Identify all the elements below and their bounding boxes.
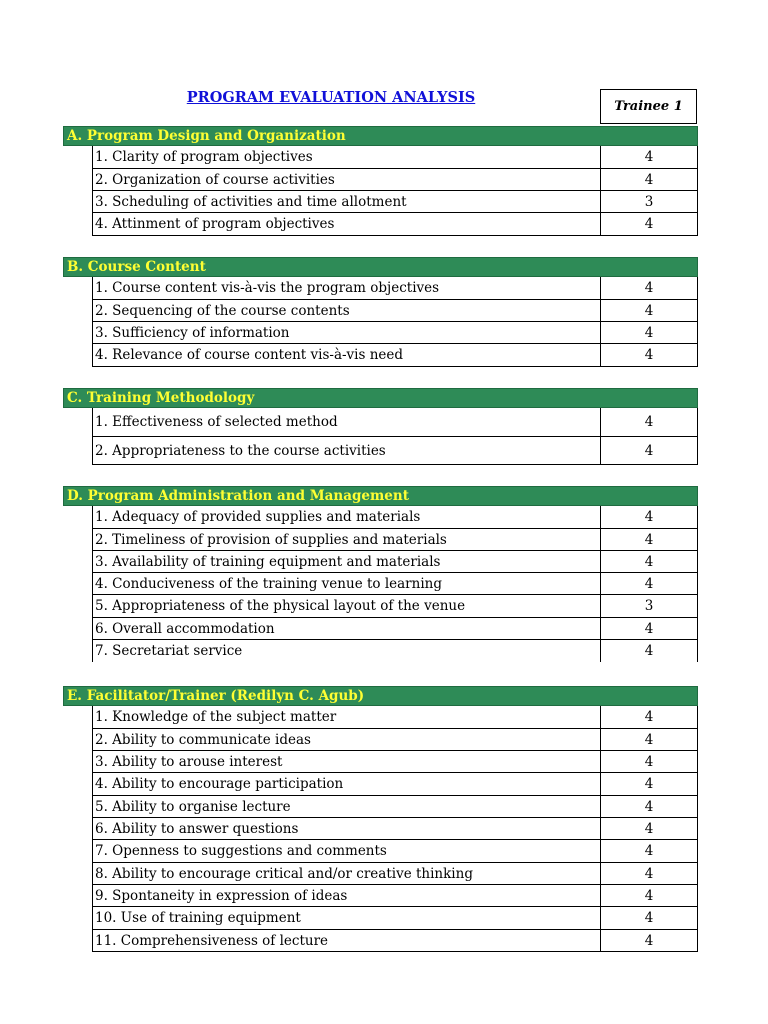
item-score: 4	[600, 930, 698, 952]
item-score: 4	[600, 408, 698, 437]
item-label: 5. Appropriateness of the physical layout of the venue	[92, 595, 600, 618]
item-label: 3. Scheduling of activities and time allotment	[92, 191, 600, 213]
table-row	[92, 408, 698, 437]
item-label: 1. Effectiveness of selected method	[92, 408, 600, 437]
table-row	[92, 506, 698, 529]
item-label: 7. Openness to suggestions and comments	[92, 840, 600, 863]
table-row	[92, 930, 698, 952]
item-label: 8. Ability to encourage critical and/or creative thinking	[92, 863, 600, 885]
table-row	[92, 551, 698, 573]
item-score: 4	[600, 818, 698, 840]
item-score: 4	[600, 840, 698, 863]
item-score: 4	[600, 907, 698, 930]
section-training-methodology	[63, 388, 698, 465]
section-header: D. Program Administration and Management	[63, 486, 698, 506]
item-score: 4	[600, 863, 698, 885]
item-score: 3	[600, 191, 698, 213]
item-label: 1. Knowledge of the subject matter	[92, 706, 600, 729]
table-row	[92, 796, 698, 818]
item-label: 2. Timeliness of provision of supplies and materials	[92, 529, 600, 551]
section-header: E. Facilitator/Trainer (Redilyn C. Agub)	[63, 686, 698, 706]
item-score: 4	[600, 796, 698, 818]
table-row	[92, 169, 698, 191]
table-row	[92, 706, 698, 729]
page-title: PROGRAM EVALUATION ANALYSIS	[186, 89, 476, 106]
item-score: 4	[600, 529, 698, 551]
item-label: 2. Appropriateness to the course activities	[92, 437, 600, 465]
item-score: 4	[600, 169, 698, 191]
trainee-column-header: Trainee 1	[600, 89, 697, 124]
table-row	[92, 907, 698, 930]
table-row	[92, 840, 698, 863]
table-row	[92, 322, 698, 344]
table-row	[92, 213, 698, 236]
item-score: 4	[600, 506, 698, 529]
item-label: 11. Comprehensiveness of lecture	[92, 930, 600, 952]
table-row	[92, 618, 698, 640]
item-score: 4	[600, 437, 698, 465]
section-header: A. Program Design and Organization	[63, 126, 698, 146]
item-label: 2. Sequencing of the course contents	[92, 300, 600, 322]
item-label: 4. Attinment of program objectives	[92, 213, 600, 236]
table-row	[92, 344, 698, 367]
item-score: 4	[600, 146, 698, 169]
item-label: 3. Availability of training equipment and materials	[92, 551, 600, 573]
item-score: 4	[600, 322, 698, 344]
item-score: 4	[600, 618, 698, 640]
item-label: 1. Clarity of program objectives	[92, 146, 600, 169]
item-label: 3. Sufficiency of information	[92, 322, 600, 344]
section-facilitator-trainer	[63, 686, 698, 952]
table-row	[92, 300, 698, 322]
table-row	[92, 277, 698, 300]
item-score: 4	[600, 551, 698, 573]
table-row	[92, 863, 698, 885]
item-label: 6. Overall accommodation	[92, 618, 600, 640]
item-score: 3	[600, 595, 698, 618]
item-label: 10. Use of training equipment	[92, 907, 600, 930]
item-label: 1. Adequacy of provided supplies and materials	[92, 506, 600, 529]
section-program-administration	[63, 486, 698, 662]
table-row	[92, 529, 698, 551]
table-row	[92, 729, 698, 751]
table-row	[92, 595, 698, 618]
table-row	[92, 191, 698, 213]
table-row	[92, 437, 698, 465]
item-label: 1. Course content vis-à-vis the program objectives	[92, 277, 600, 300]
item-label: 5. Ability to organise lecture	[92, 796, 600, 818]
item-score: 4	[600, 213, 698, 236]
table-row	[92, 146, 698, 169]
section-header: B. Course Content	[63, 257, 698, 277]
section-header: C. Training Methodology	[63, 388, 698, 408]
item-label: 4. Conduciveness of the training venue to learning	[92, 573, 600, 595]
item-label: 9. Spontaneity in expression of ideas	[92, 885, 600, 907]
table-row	[92, 751, 698, 773]
item-label: 2. Organization of course activities	[92, 169, 600, 191]
item-label: 4. Relevance of course content vis-à-vis need	[92, 344, 600, 367]
table-row	[92, 818, 698, 840]
table-row	[92, 640, 698, 662]
item-label: 3. Ability to arouse interest	[92, 751, 600, 773]
item-score: 4	[600, 344, 698, 367]
item-score: 4	[600, 729, 698, 751]
item-score: 4	[600, 751, 698, 773]
item-score: 4	[600, 706, 698, 729]
table-row	[92, 573, 698, 595]
item-score: 4	[600, 885, 698, 907]
section-program-design	[63, 126, 698, 236]
item-label: 6. Ability to answer questions	[92, 818, 600, 840]
item-label: 7. Secretariat service	[92, 640, 600, 662]
item-score: 4	[600, 573, 698, 595]
table-row	[92, 773, 698, 796]
item-label: 2. Ability to communicate ideas	[92, 729, 600, 751]
item-label: 4. Ability to encourage participation	[92, 773, 600, 796]
table-row	[92, 885, 698, 907]
item-score: 4	[600, 277, 698, 300]
item-score: 4	[600, 300, 698, 322]
section-course-content	[63, 257, 698, 367]
item-score: 4	[600, 773, 698, 796]
item-score: 4	[600, 640, 698, 662]
